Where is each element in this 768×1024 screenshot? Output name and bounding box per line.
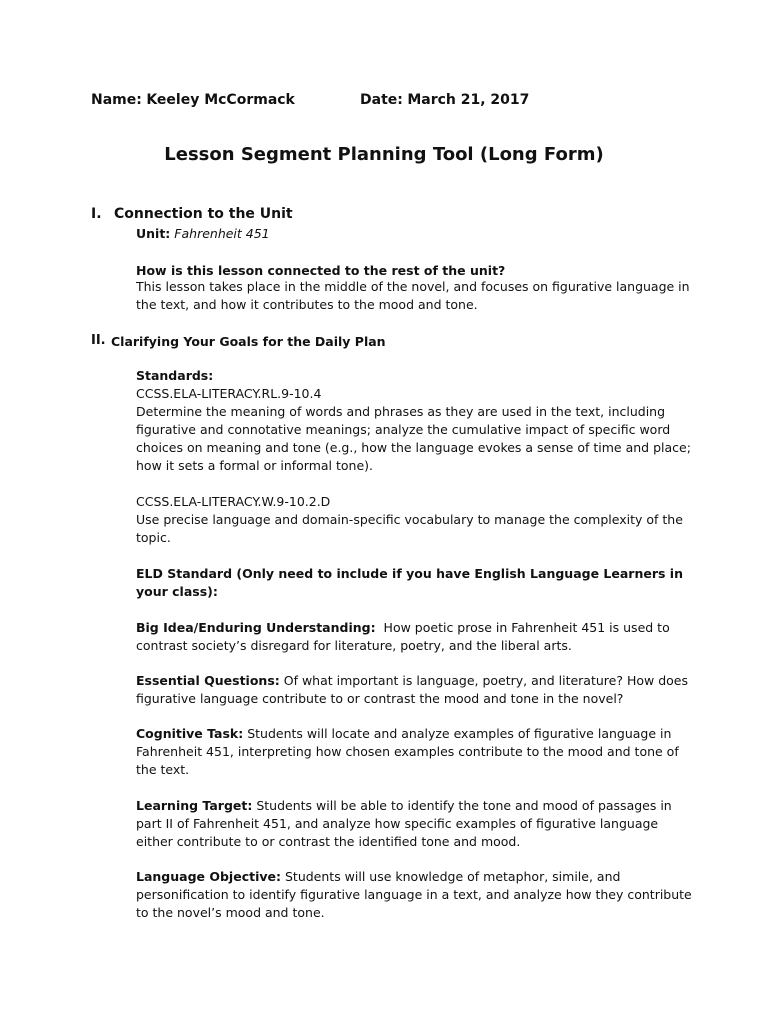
standard-2-code: CCSS.ELA-LITERACY.W.9-10.2.D (136, 494, 331, 509)
unit-connection-question: How is this lesson connected to the rest of the unit? (136, 263, 506, 278)
unit-connection-answer: This lesson takes place in the middle of the novel, and focuses on figurative language in the text, and how it contributes to the mood and tone. (136, 279, 690, 312)
cognitive-task-label: Cognitive Task: (136, 726, 244, 741)
learning-target-block (136, 797, 696, 851)
big-idea-text: How poetic prose in Fahrenheit 451 is used to contrast society’s disregard for literature, poetry, and the liberal arts. (136, 620, 670, 653)
cognitive-task-block (136, 725, 696, 779)
cognitive-task-text: Students will locate and analyze examples of figurative language in Fahrenheit 451, interpreting how chosen examples contribute to the mood and tone of the text. (136, 726, 679, 777)
name-label: Name (91, 92, 137, 108)
unit-line (136, 226, 270, 241)
standards-label: Standards: (136, 368, 214, 383)
big-idea-block (136, 619, 696, 655)
date-label: Date (360, 92, 398, 108)
name-value: Keeley McCormack (146, 92, 295, 108)
standard-1-code: CCSS.ELA-LITERACY.RL.9-10.4 (136, 386, 322, 401)
essential-questions-label: Essential Questions: (136, 673, 280, 688)
section-2-number: II. (91, 333, 106, 348)
big-idea-label: Big Idea/Enduring Understanding: (136, 620, 376, 635)
language-objective-text: Students will use knowledge of metaphor, simile, and personification to identify figurative language in a text, and analyze how they contribute to the novel’s mood and tone. (136, 869, 692, 920)
section-1-number: I. (91, 206, 102, 222)
date-value: March 21, 2017 (407, 92, 530, 108)
essential-questions-text: Of what important is language, poetry, and literature? How does figurative language contribute to or contrast the mood and tone in the novel? (136, 673, 688, 706)
eld-standard-label: ELD Standard (Only need to include if you have English Language Learners in your class): (136, 566, 683, 599)
name-line (91, 92, 295, 108)
standard-1-text: Determine the meaning of words and phrases as they are used in the text, including figurative and connotative meanings; analyze the cumulative impact of specific word choices on meaning and tone (e.g., how the language evokes a sense of time and place; how it sets a formal or informal tone). (136, 404, 691, 473)
section-1-title: Connection to the Unit (114, 206, 293, 222)
learning-target-text: Students will be able to identify the tone and mood of passages in part II of Fahrenheit 451, and analyze how specific examples of figurative language either contribute to or contrast the identified tone and mood. (136, 798, 672, 849)
learning-target-label: Learning Target: (136, 798, 253, 813)
language-objective-label: Language Objective: (136, 869, 281, 884)
date-line (360, 92, 529, 108)
language-objective-block (136, 868, 696, 922)
name-separator: : (136, 92, 142, 108)
section-2-title: Clarifying Your Goals for the Daily Plan (111, 334, 386, 349)
essential-questions-block (136, 672, 696, 708)
date-separator: : (397, 92, 403, 108)
page-title: Lesson Segment Planning Tool (Long Form) (164, 144, 604, 165)
unit-value: Fahrenheit 451 (174, 226, 270, 241)
standard-2-text: Use precise language and domain-specific vocabulary to manage the complexity of the topic. (136, 512, 683, 545)
unit-label: Unit: (136, 226, 171, 241)
